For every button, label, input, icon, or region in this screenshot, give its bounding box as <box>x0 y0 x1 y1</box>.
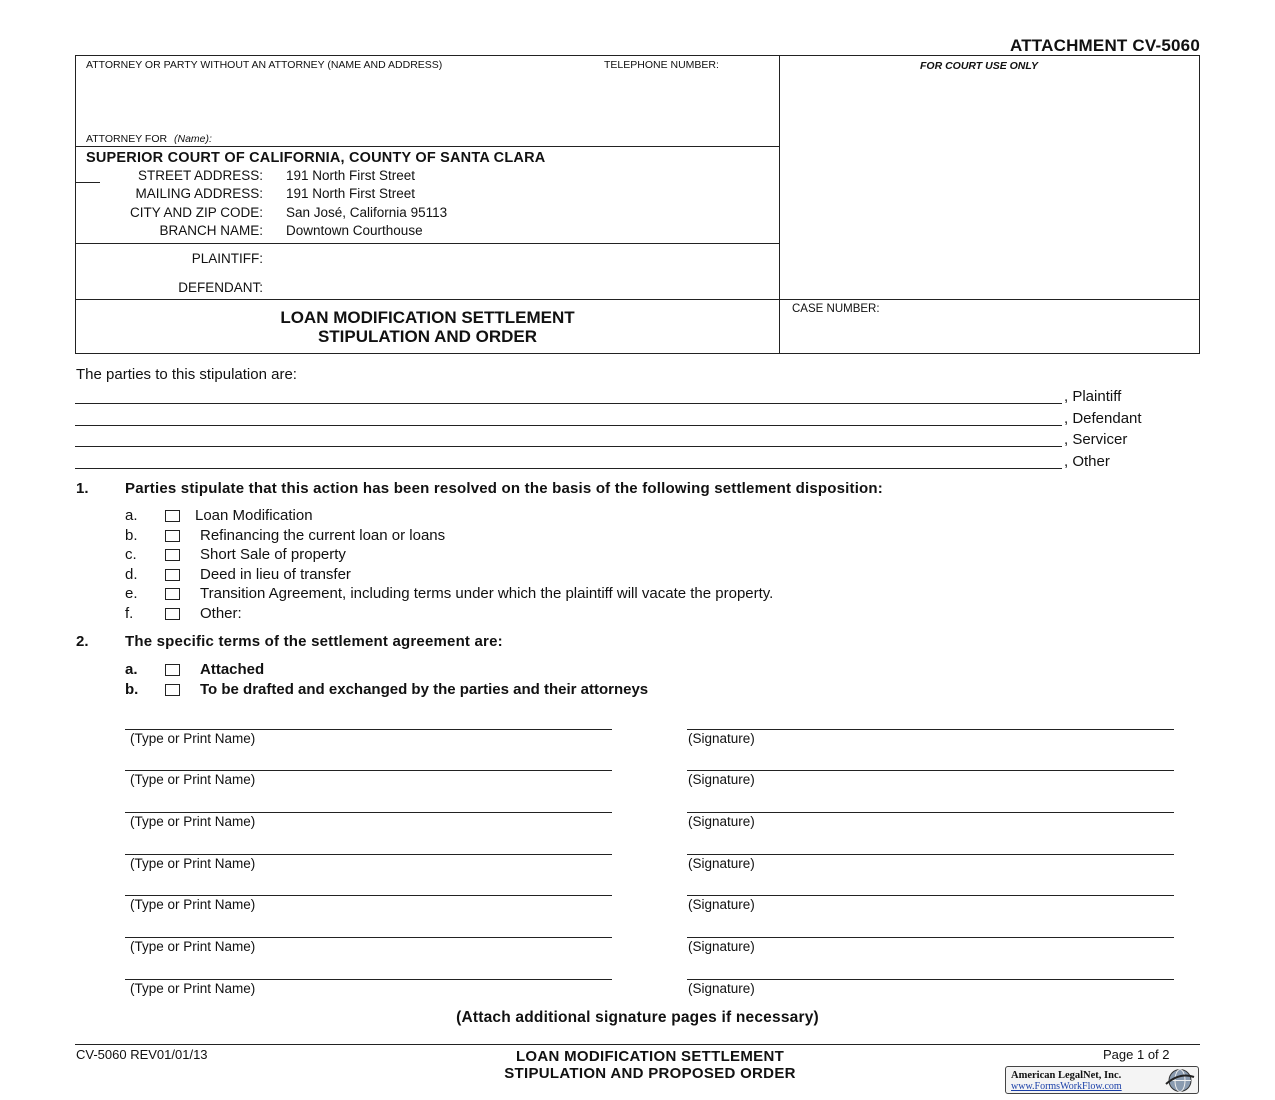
vendor-badge[interactable] <box>1005 1066 1199 1094</box>
option-letter: b. <box>125 681 139 698</box>
branch-label: BRANCH NAME: <box>159 223 263 238</box>
name-label: (Type or Print Name) <box>130 814 256 829</box>
signature-label: (Signature) <box>688 897 755 912</box>
option-label: Attached <box>200 661 265 678</box>
name-line[interactable] <box>125 979 612 980</box>
name-line[interactable] <box>125 729 612 730</box>
attach-note: (Attach additional signature pages if necessary) <box>456 1009 819 1026</box>
name-label: (Type or Print Name) <box>130 981 256 996</box>
signature-line[interactable] <box>687 937 1174 938</box>
name-label: (Type or Print Name) <box>130 856 256 871</box>
checkbox-loan-modification[interactable] <box>165 510 180 522</box>
option-letter: d. <box>125 566 138 583</box>
telephone-label: TELEPHONE NUMBER: <box>604 59 719 71</box>
street-value: 191 North First Street <box>286 168 416 183</box>
name-label: (Type or Print Name) <box>130 939 256 954</box>
party-role-plaintiff: , Plaintiff <box>1064 388 1122 405</box>
doc-title: LOAN MODIFICATION SETTLEMENT STIPULATION AND ORDER <box>280 308 575 346</box>
option-label: To be drafted and exchanged by the parties and their attorneys <box>200 681 649 698</box>
page-number: Page 1 of 2 <box>1103 1047 1170 1062</box>
globe-icon <box>1164 1068 1196 1093</box>
mailing-value: 191 North First Street <box>286 186 416 201</box>
signature-label: (Signature) <box>688 856 755 871</box>
signature-line[interactable] <box>687 770 1174 771</box>
case-number-label: CASE NUMBER: <box>792 303 880 315</box>
court-use-label: FOR COURT USE ONLY <box>920 60 1039 72</box>
signature-label: (Signature) <box>688 939 755 954</box>
signature-line[interactable] <box>687 854 1174 855</box>
party-role-servicer: , Servicer <box>1064 431 1128 448</box>
party-line-other[interactable] <box>75 468 1062 469</box>
section1-heading: Parties stipulate that this action has been resolved on the basis of the following settlement disposition: <box>125 480 883 497</box>
checkbox-deed-in-lieu[interactable] <box>165 569 180 581</box>
parties-intro: The parties to this stipulation are: <box>76 366 297 383</box>
name-label: (Type or Print Name) <box>130 731 256 746</box>
name-line[interactable] <box>125 937 612 938</box>
branch-value: Downtown Courthouse <box>286 223 423 238</box>
signature-line[interactable] <box>687 729 1174 730</box>
checkbox-attached[interactable] <box>165 664 180 676</box>
attachment-title: ATTACHMENT CV-5060 <box>1010 36 1200 55</box>
signature-label: (Signature) <box>688 772 755 787</box>
checkbox-to-be-drafted[interactable] <box>165 684 180 696</box>
name-line[interactable] <box>125 895 612 896</box>
street-label: STREET ADDRESS: <box>137 168 263 183</box>
attorney-label: ATTORNEY OR PARTY WITHOUT AN ATTORNEY (NAME AND ADDRESS) <box>86 59 443 71</box>
option-letter: a. <box>125 507 138 524</box>
footer-title: LOAN MODIFICATION SETTLEMENT STIPULATION AND PROPOSED ORDER <box>504 1048 796 1082</box>
option-label: Refinancing the current loan or loans <box>200 527 446 544</box>
option-label: Other: <box>200 605 242 622</box>
section2-number: 2. <box>76 633 89 650</box>
option-label: Loan Modification <box>195 507 313 524</box>
vendor-name: American LegalNet, Inc. <box>1011 1070 1122 1081</box>
court-name: SUPERIOR COURT OF CALIFORNIA, COUNTY OF SANTA CLARA <box>86 150 546 166</box>
option-label: Short Sale of property <box>200 546 346 563</box>
name-label: (Type or Print Name) <box>130 772 256 787</box>
checkbox-short-sale[interactable] <box>165 549 180 561</box>
party-line-servicer[interactable] <box>75 446 1062 447</box>
option-label: Deed in lieu of transfer <box>200 566 351 583</box>
name-label: (Type or Print Name) <box>130 897 256 912</box>
vendor-url[interactable]: www.FormsWorkFlow.com <box>1011 1081 1122 1092</box>
mailing-label: MAILING ADDRESS: <box>135 186 263 201</box>
signature-label: (Signature) <box>688 981 755 996</box>
section1-number: 1. <box>76 480 89 497</box>
checkbox-other[interactable] <box>165 608 180 620</box>
option-letter: b. <box>125 527 138 544</box>
signature-line[interactable] <box>687 812 1174 813</box>
plaintiff-label: PLAINTIFF: <box>191 251 263 266</box>
party-role-other: , Other <box>1064 453 1110 470</box>
option-letter: f. <box>125 605 134 622</box>
checkbox-transition-agreement[interactable] <box>165 588 180 600</box>
signature-label: (Signature) <box>688 814 755 829</box>
signature-line[interactable] <box>687 979 1174 980</box>
city-value: San José, California 95113 <box>286 205 448 220</box>
option-label: Transition Agreement, including terms under which the plaintiff will vacate the property. <box>200 585 774 602</box>
city-label: CITY AND ZIP CODE: <box>129 205 263 220</box>
form-id: CV-5060 REV01/01/13 <box>76 1047 208 1062</box>
party-role-defendant: , Defendant <box>1064 410 1142 427</box>
option-letter: a. <box>125 661 138 678</box>
defendant-label: DEFENDANT: <box>178 280 263 295</box>
party-line-plaintiff[interactable] <box>75 403 1062 404</box>
name-line[interactable] <box>125 770 612 771</box>
party-line-defendant[interactable] <box>75 425 1062 426</box>
checkbox-refinancing[interactable] <box>165 530 180 542</box>
name-line[interactable] <box>125 854 612 855</box>
option-letter: c. <box>125 546 137 563</box>
name-line[interactable] <box>125 812 612 813</box>
signature-label: (Signature) <box>688 731 755 746</box>
signature-line[interactable] <box>687 895 1174 896</box>
attorney-for-label: ATTORNEY FOR (Name): <box>86 133 212 145</box>
section2-heading: The specific terms of the settlement agreement are: <box>125 633 503 650</box>
option-letter: e. <box>125 585 138 602</box>
